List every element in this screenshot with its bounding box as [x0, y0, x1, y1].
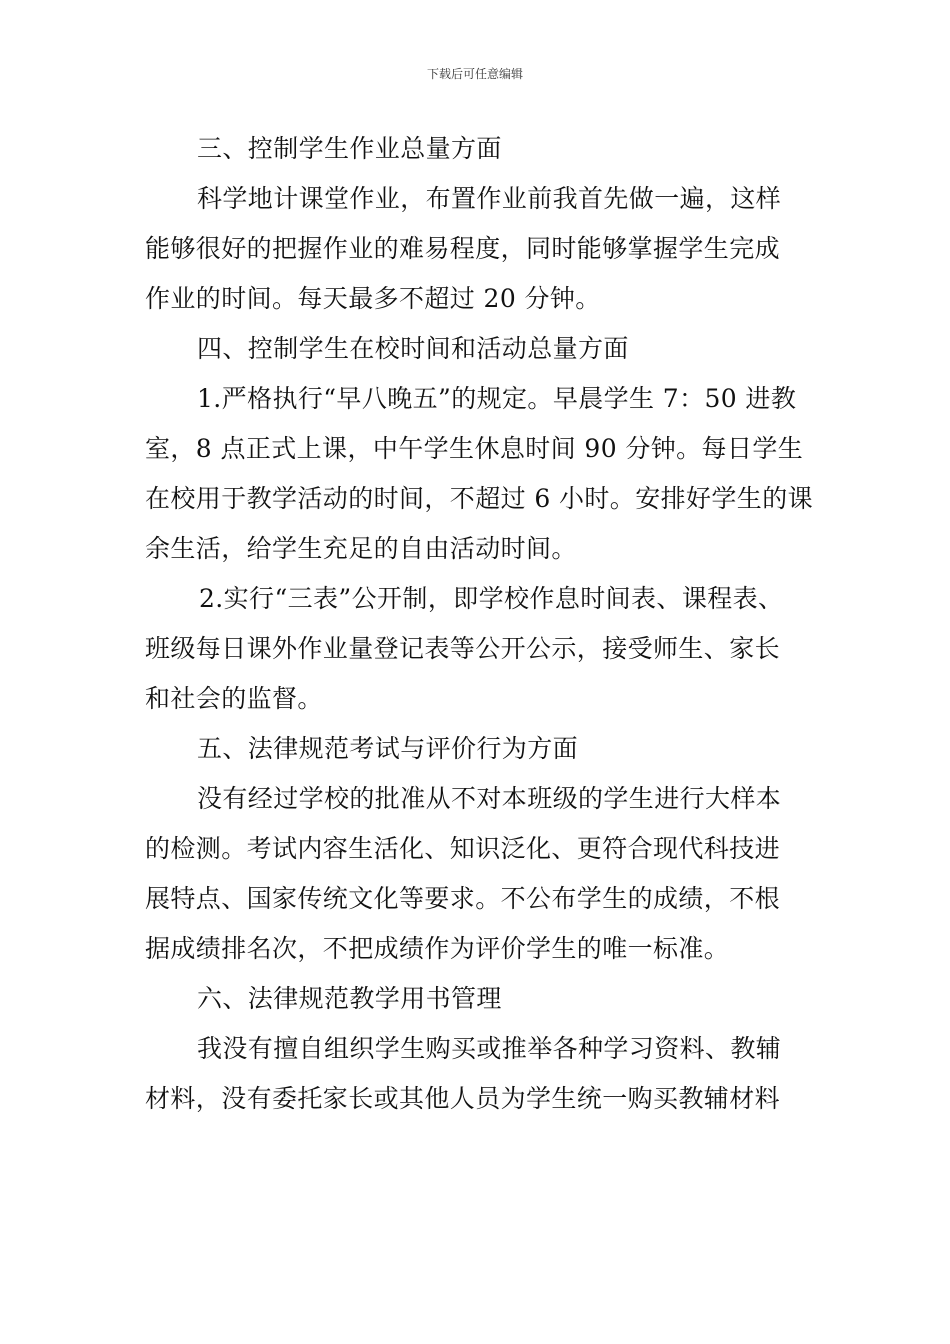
paragraph-line: 作业的时间。每天最多不超过 20 分钟。 — [145, 284, 601, 313]
section-heading: 五、法律规范考试与评价行为方面 — [197, 734, 579, 763]
section-heading: 六、法律规范教学用书管理 — [197, 984, 502, 1013]
paragraph-line: 室，8 点正式上课，中午学生休息时间 90 分钟。每日学生 — [145, 434, 804, 463]
paragraph-line: 1.严格执行“早八晚五”的规定。早晨学生 7：50 进教 — [197, 384, 797, 413]
paragraph-line: 据成绩排名次，不把成绩作为评价学生的唯一标准。 — [145, 934, 730, 963]
paragraph-line: 余生活，给学生充足的自由活动时间。 — [145, 534, 577, 563]
paragraph-line: 在校用于教学活动的时间，不超过 6 小时。安排好学生的课 — [145, 484, 814, 513]
paragraph-line: 没有经过学校的批准从不对本班级的学生进行大样本 — [197, 784, 782, 813]
paragraph-line: 的检测。考试内容生活化、知识泛化、更符合现代科技进 — [145, 834, 781, 863]
paragraph-line: 我没有擅自组织学生购买或推举各种学习资料、教辅 — [197, 1034, 782, 1063]
paragraph-line: 能够很好的把握作业的难易程度，同时能够掌握学生完成 — [145, 234, 781, 263]
paragraph-line: 科学地计课堂作业，布置作业前我首先做一遍，这样 — [197, 184, 782, 213]
section-heading: 四、控制学生在校时间和活动总量方面 — [197, 334, 629, 363]
paragraph-line: 材料，没有委托家长或其他人员为学生统一购买教辅材料 — [145, 1084, 781, 1113]
header-note: 下载后可任意编辑 — [426, 67, 523, 81]
document-body — [145, 124, 815, 1124]
paragraph-line: 和社会的监督。 — [145, 684, 323, 713]
paragraph-line: 展特点、国家传统文化等要求。不公布学生的成绩，不根 — [145, 884, 781, 913]
paragraph-line: 班级每日课外作业量登记表等公开公示，接受师生、家长 — [145, 634, 781, 663]
section-heading: 三、控制学生作业总量方面 — [197, 134, 502, 163]
paragraph-line: 2.实行“三表”公开制，即学校作息时间表、课程表、 — [199, 584, 784, 613]
